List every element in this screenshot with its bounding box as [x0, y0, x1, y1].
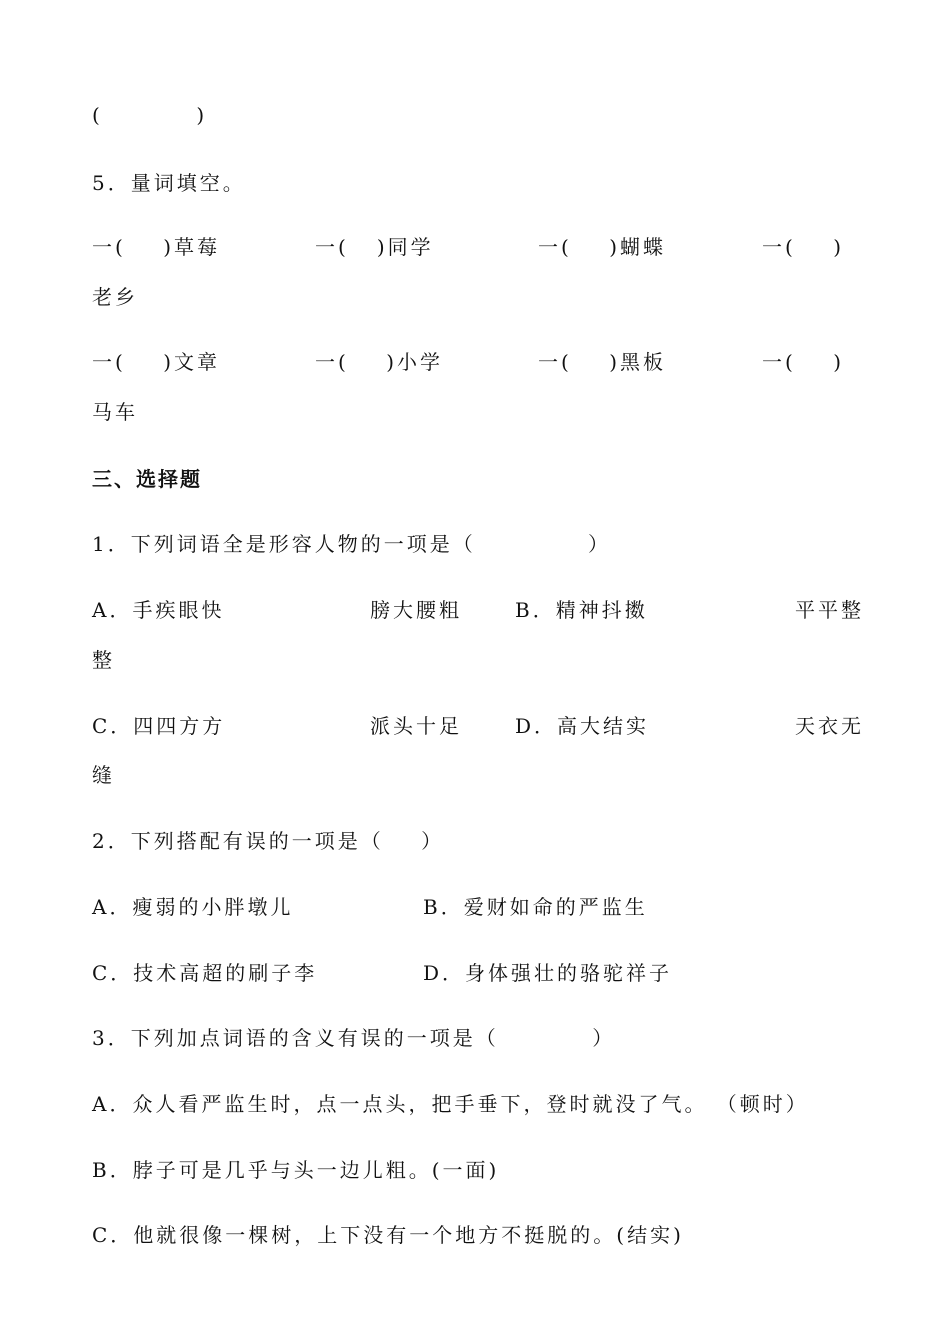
q5-row1-item1: 一( )草莓: [92, 235, 221, 259]
q3-stem: 3．下列加点词语的含义有误的一项是（ ）: [92, 1026, 616, 1050]
q5-row1-item2: 一( )同学: [315, 235, 434, 259]
q5-row2-item4: 一( ): [762, 350, 845, 374]
q1-option-c: C．四四方方: [92, 714, 226, 738]
q1-option-d-wrap: 缝: [92, 763, 115, 787]
section3-heading: 三、选择题: [92, 467, 202, 491]
q5-row1-item4: 一( ): [762, 235, 845, 259]
q2-option-c: C．技术高超的刷子李: [92, 961, 318, 985]
q1-option-a-2: 膀大腰粗: [370, 598, 462, 622]
q1-stem: 1．下列词语全是形容人物的一项是（ ）: [92, 532, 612, 556]
q5-row2-item1: 一( )文章: [92, 350, 221, 374]
q3-option-a: A．众人看严监生时，点一点头，把手垂下，登时就没了气。 （顿时）: [92, 1092, 809, 1116]
q2-option-a: A．瘦弱的小胖墩儿: [92, 895, 294, 919]
q3-option-b: B．脖子可是几乎与头一边儿粗。(一面): [92, 1158, 500, 1182]
q2-stem: 2．下列搭配有误的一项是（ ）: [92, 829, 445, 853]
q1-option-b-2: 平平整: [795, 598, 864, 622]
q2-option-d: D．身体强壮的骆驼祥子: [423, 961, 673, 985]
q5-title: 5．量词填空。: [92, 171, 246, 195]
q5-row2-wrap: 马车: [92, 400, 138, 424]
q1-option-d: D．高大结实: [515, 714, 650, 738]
q3-option-c: C．他就很像一棵树，上下没有一个地方不挺脱的。(结实): [92, 1223, 684, 1247]
q1-option-b: B．精神抖擞: [515, 598, 648, 622]
q5-row2-item3: 一( )黑板: [538, 350, 667, 374]
q5-row1-wrap: 老乡: [92, 285, 138, 309]
q1-option-b-wrap: 整: [92, 648, 115, 672]
top-paren: ( ): [92, 103, 208, 127]
q1-option-a: A．手疾眼快: [92, 598, 225, 622]
q5-row2-item2: 一( )小学: [315, 350, 444, 374]
q5-row1-item3: 一( )蝴蝶: [538, 235, 667, 259]
q2-option-b: B．爱财如命的严监生: [423, 895, 648, 919]
q1-option-c-2: 派头十足: [370, 714, 462, 738]
q1-option-d-2: 天衣无: [795, 714, 864, 738]
